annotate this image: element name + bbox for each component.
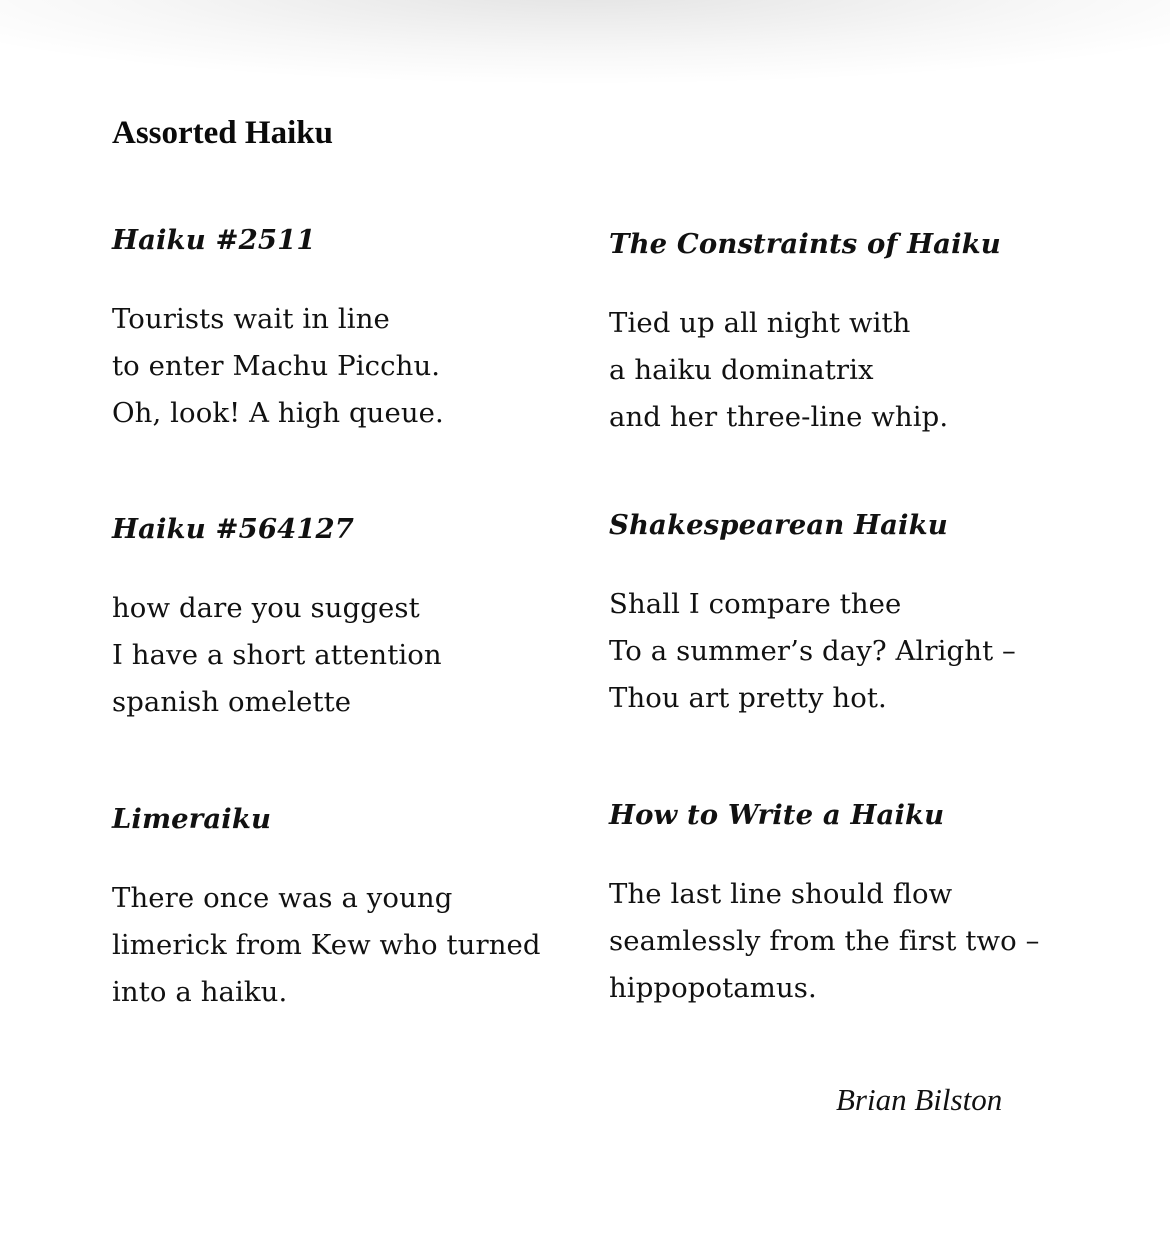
poem-body (112, 296, 582, 436)
poem-line: how dare you suggest (112, 592, 420, 624)
poem-line: There once was a young (112, 882, 453, 914)
page-top-shadow (0, 0, 1170, 110)
poem-line: spanish omelette (112, 685, 352, 718)
poem-line: To a summer’s day? Alright – (609, 634, 1016, 667)
poem-line: Thou art pretty hot. (609, 681, 887, 714)
poem-line: I have a short attention (112, 638, 442, 671)
poem-title: Haiku #564127 (112, 513, 355, 545)
poem-haiku-2511 (112, 222, 582, 436)
poem-line: Tourists wait in line (112, 303, 390, 335)
poem-line: into a haiku. (112, 975, 288, 1008)
poem-shakespearean-haiku (609, 507, 1079, 721)
poem-title: Shakespearean Haiku (609, 509, 948, 541)
poem-body (609, 581, 1079, 721)
poem-title: Haiku #2511 (112, 224, 316, 256)
poem-line: Shall I compare thee (609, 588, 902, 620)
poem-line: to enter Machu Picchu. (112, 349, 441, 382)
poem-title: How to Write a Haiku (609, 799, 945, 831)
poem-line: The last line should flow (609, 878, 953, 910)
poem-haiku-564127 (112, 511, 582, 725)
poem-body (609, 871, 1079, 1011)
poem-title: The Constraints of Haiku (609, 228, 1001, 260)
poem-constraints-of-haiku (609, 226, 1079, 440)
poem-line: seamlessly from the first two – (609, 924, 1040, 957)
poem-line: a haiku dominatrix (609, 353, 874, 386)
poem-title: Limeraiku (112, 803, 272, 835)
poem-body (112, 875, 582, 1015)
poem-line: hippopotamus. (609, 971, 817, 1004)
author-signature: Brian Bilston (836, 1082, 1003, 1117)
poem-body (609, 300, 1079, 440)
poem-body (112, 585, 582, 725)
poem-how-to-write-a-haiku (609, 797, 1079, 1011)
page-title: Assorted Haiku (112, 115, 333, 151)
poem-line: Tied up all night with (609, 307, 911, 339)
poem-line: and her three-line whip. (609, 400, 949, 433)
poem-line: limerick from Kew who turned (112, 928, 541, 961)
poem-limeraiku (112, 801, 582, 1015)
poem-line: Oh, look! A high queue. (112, 396, 444, 429)
